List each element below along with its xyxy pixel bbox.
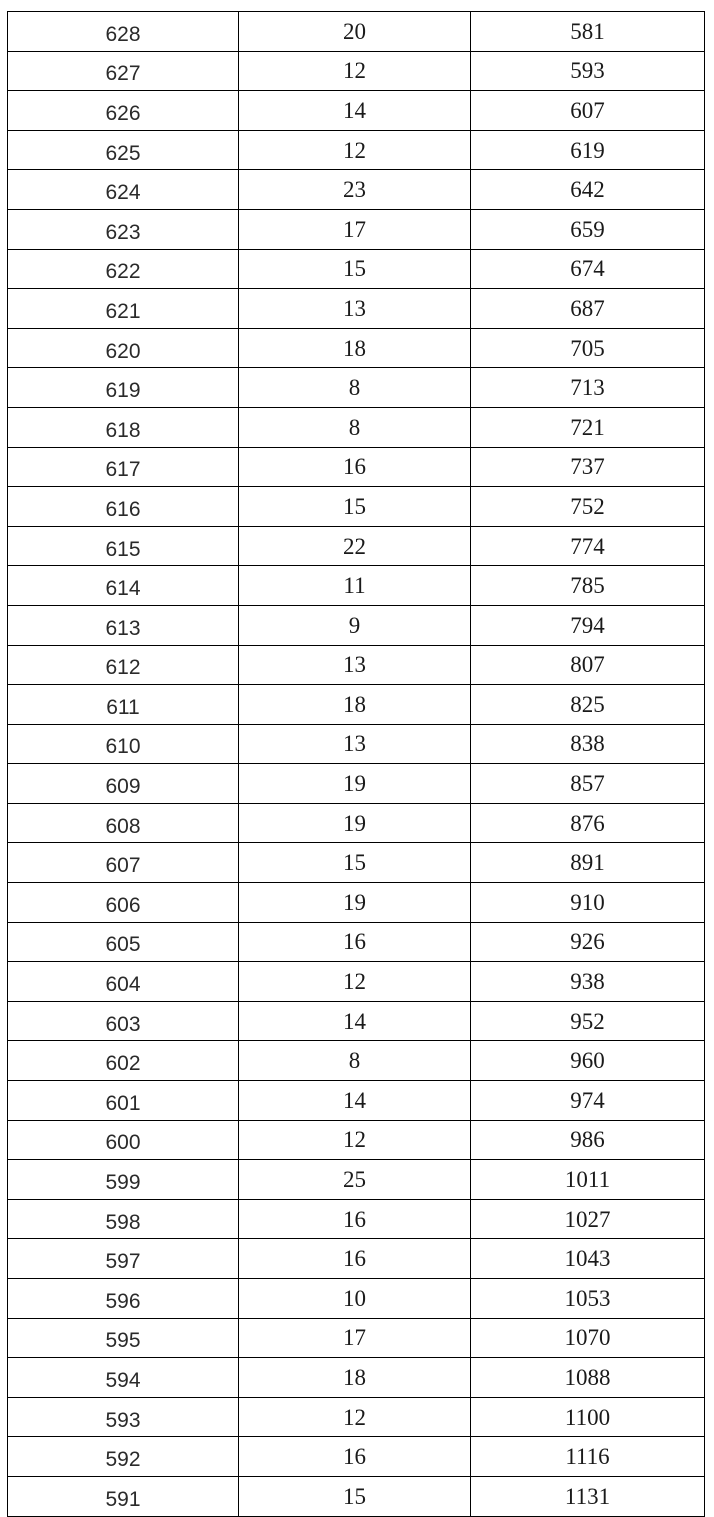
score-cell: 599 <box>8 1160 239 1200</box>
count-cell: 11 <box>239 566 471 606</box>
cumulative-cell: 960 <box>471 1041 705 1081</box>
table-row <box>8 962 705 1002</box>
table-row <box>8 1437 705 1477</box>
score-cell: 609 <box>8 764 239 804</box>
count-cell: 14 <box>239 1081 471 1121</box>
score-cell: 591 <box>8 1476 239 1516</box>
cumulative-cell: 1011 <box>471 1160 705 1200</box>
score-cell: 593 <box>8 1397 239 1437</box>
count-cell: 20 <box>239 12 471 52</box>
score-cell: 619 <box>8 368 239 408</box>
score-cell: 624 <box>8 170 239 210</box>
table-row <box>8 566 705 606</box>
cumulative-cell: 581 <box>471 12 705 52</box>
score-cell: 607 <box>8 843 239 883</box>
table-row <box>8 1199 705 1239</box>
table-row <box>8 843 705 883</box>
score-cell: 595 <box>8 1318 239 1358</box>
cumulative-cell: 1116 <box>471 1437 705 1477</box>
score-cell: 625 <box>8 130 239 170</box>
score-cell: 615 <box>8 526 239 566</box>
count-cell: 23 <box>239 170 471 210</box>
count-cell: 13 <box>239 724 471 764</box>
cumulative-cell: 986 <box>471 1120 705 1160</box>
table-row <box>8 605 705 645</box>
score-cell: 594 <box>8 1358 239 1398</box>
table-row <box>8 1120 705 1160</box>
cumulative-cell: 659 <box>471 209 705 249</box>
cumulative-cell: 721 <box>471 407 705 447</box>
table-row <box>8 685 705 725</box>
score-cell: 626 <box>8 91 239 131</box>
cumulative-cell: 794 <box>471 605 705 645</box>
table-row <box>8 1041 705 1081</box>
table-row <box>8 1160 705 1200</box>
table-row <box>8 487 705 527</box>
score-cell: 616 <box>8 487 239 527</box>
score-cell: 610 <box>8 724 239 764</box>
cumulative-cell: 926 <box>471 922 705 962</box>
table-row <box>8 1279 705 1319</box>
count-cell: 15 <box>239 249 471 289</box>
count-cell: 19 <box>239 883 471 923</box>
table-row <box>8 1081 705 1121</box>
score-cell: 596 <box>8 1279 239 1319</box>
score-cell: 608 <box>8 803 239 843</box>
score-cell: 600 <box>8 1120 239 1160</box>
cumulative-cell: 619 <box>471 130 705 170</box>
cumulative-cell: 938 <box>471 962 705 1002</box>
count-cell: 12 <box>239 1120 471 1160</box>
count-cell: 17 <box>239 209 471 249</box>
count-cell: 12 <box>239 962 471 1002</box>
cumulative-cell: 974 <box>471 1081 705 1121</box>
score-cell: 611 <box>8 685 239 725</box>
score-cell: 606 <box>8 883 239 923</box>
cumulative-cell: 737 <box>471 447 705 487</box>
table-row <box>8 764 705 804</box>
cumulative-cell: 857 <box>471 764 705 804</box>
score-cell: 604 <box>8 962 239 1002</box>
table-row <box>8 645 705 685</box>
count-cell: 14 <box>239 1001 471 1041</box>
count-cell: 14 <box>239 91 471 131</box>
cumulative-cell: 785 <box>471 566 705 606</box>
table-row <box>8 328 705 368</box>
score-cell: 601 <box>8 1081 239 1121</box>
cumulative-cell: 687 <box>471 289 705 329</box>
cumulative-cell: 891 <box>471 843 705 883</box>
score-cell: 617 <box>8 447 239 487</box>
count-cell: 8 <box>239 1041 471 1081</box>
cumulative-cell: 674 <box>471 249 705 289</box>
count-cell: 16 <box>239 1437 471 1477</box>
score-table-body <box>8 12 705 1517</box>
cumulative-cell: 1100 <box>471 1397 705 1437</box>
count-cell: 13 <box>239 645 471 685</box>
count-cell: 15 <box>239 1476 471 1516</box>
count-cell: 16 <box>239 447 471 487</box>
score-cell: 603 <box>8 1001 239 1041</box>
table-row <box>8 724 705 764</box>
table-row <box>8 447 705 487</box>
score-cell: 614 <box>8 566 239 606</box>
table-row <box>8 883 705 923</box>
cumulative-cell: 838 <box>471 724 705 764</box>
count-cell: 12 <box>239 1397 471 1437</box>
cumulative-cell: 774 <box>471 526 705 566</box>
table-row <box>8 1397 705 1437</box>
score-cell: 602 <box>8 1041 239 1081</box>
score-cell: 623 <box>8 209 239 249</box>
cumulative-cell: 1088 <box>471 1358 705 1398</box>
count-cell: 15 <box>239 487 471 527</box>
table-row <box>8 526 705 566</box>
score-cell: 592 <box>8 1437 239 1477</box>
table-row <box>8 1001 705 1041</box>
score-cell: 613 <box>8 605 239 645</box>
cumulative-cell: 1131 <box>471 1476 705 1516</box>
cumulative-cell: 1053 <box>471 1279 705 1319</box>
table-row <box>8 407 705 447</box>
cumulative-cell: 876 <box>471 803 705 843</box>
count-cell: 25 <box>239 1160 471 1200</box>
score-cell: 628 <box>8 12 239 52</box>
count-cell: 15 <box>239 843 471 883</box>
table-row <box>8 1318 705 1358</box>
cumulative-cell: 1027 <box>471 1199 705 1239</box>
score-cell: 618 <box>8 407 239 447</box>
cumulative-cell: 593 <box>471 51 705 91</box>
table-row <box>8 91 705 131</box>
count-cell: 16 <box>239 1239 471 1279</box>
score-cell: 597 <box>8 1239 239 1279</box>
cumulative-cell: 1070 <box>471 1318 705 1358</box>
count-cell: 17 <box>239 1318 471 1358</box>
table-row <box>8 1476 705 1516</box>
count-cell: 8 <box>239 407 471 447</box>
count-cell: 19 <box>239 803 471 843</box>
count-cell: 18 <box>239 328 471 368</box>
table-row <box>8 1358 705 1398</box>
count-cell: 16 <box>239 922 471 962</box>
cumulative-cell: 807 <box>471 645 705 685</box>
cumulative-cell: 752 <box>471 487 705 527</box>
score-cell: 612 <box>8 645 239 685</box>
score-cell: 605 <box>8 922 239 962</box>
count-cell: 22 <box>239 526 471 566</box>
score-table <box>7 11 705 1517</box>
table-row <box>8 249 705 289</box>
score-cell: 598 <box>8 1199 239 1239</box>
count-cell: 18 <box>239 1358 471 1398</box>
count-cell: 16 <box>239 1199 471 1239</box>
table-row <box>8 368 705 408</box>
cumulative-cell: 910 <box>471 883 705 923</box>
cumulative-cell: 825 <box>471 685 705 725</box>
table-row <box>8 803 705 843</box>
table-row <box>8 12 705 52</box>
count-cell: 19 <box>239 764 471 804</box>
score-cell: 621 <box>8 289 239 329</box>
cumulative-cell: 713 <box>471 368 705 408</box>
score-cell: 620 <box>8 328 239 368</box>
cumulative-cell: 705 <box>471 328 705 368</box>
count-cell: 10 <box>239 1279 471 1319</box>
cumulative-cell: 952 <box>471 1001 705 1041</box>
table-row <box>8 922 705 962</box>
cumulative-cell: 642 <box>471 170 705 210</box>
count-cell: 12 <box>239 130 471 170</box>
table-row <box>8 170 705 210</box>
table-row <box>8 289 705 329</box>
count-cell: 8 <box>239 368 471 408</box>
table-row <box>8 51 705 91</box>
count-cell: 9 <box>239 605 471 645</box>
count-cell: 12 <box>239 51 471 91</box>
cumulative-cell: 607 <box>471 91 705 131</box>
score-cell: 627 <box>8 51 239 91</box>
count-cell: 13 <box>239 289 471 329</box>
cumulative-cell: 1043 <box>471 1239 705 1279</box>
table-row <box>8 1239 705 1279</box>
table-row <box>8 130 705 170</box>
score-cell: 622 <box>8 249 239 289</box>
table-row <box>8 209 705 249</box>
count-cell: 18 <box>239 685 471 725</box>
